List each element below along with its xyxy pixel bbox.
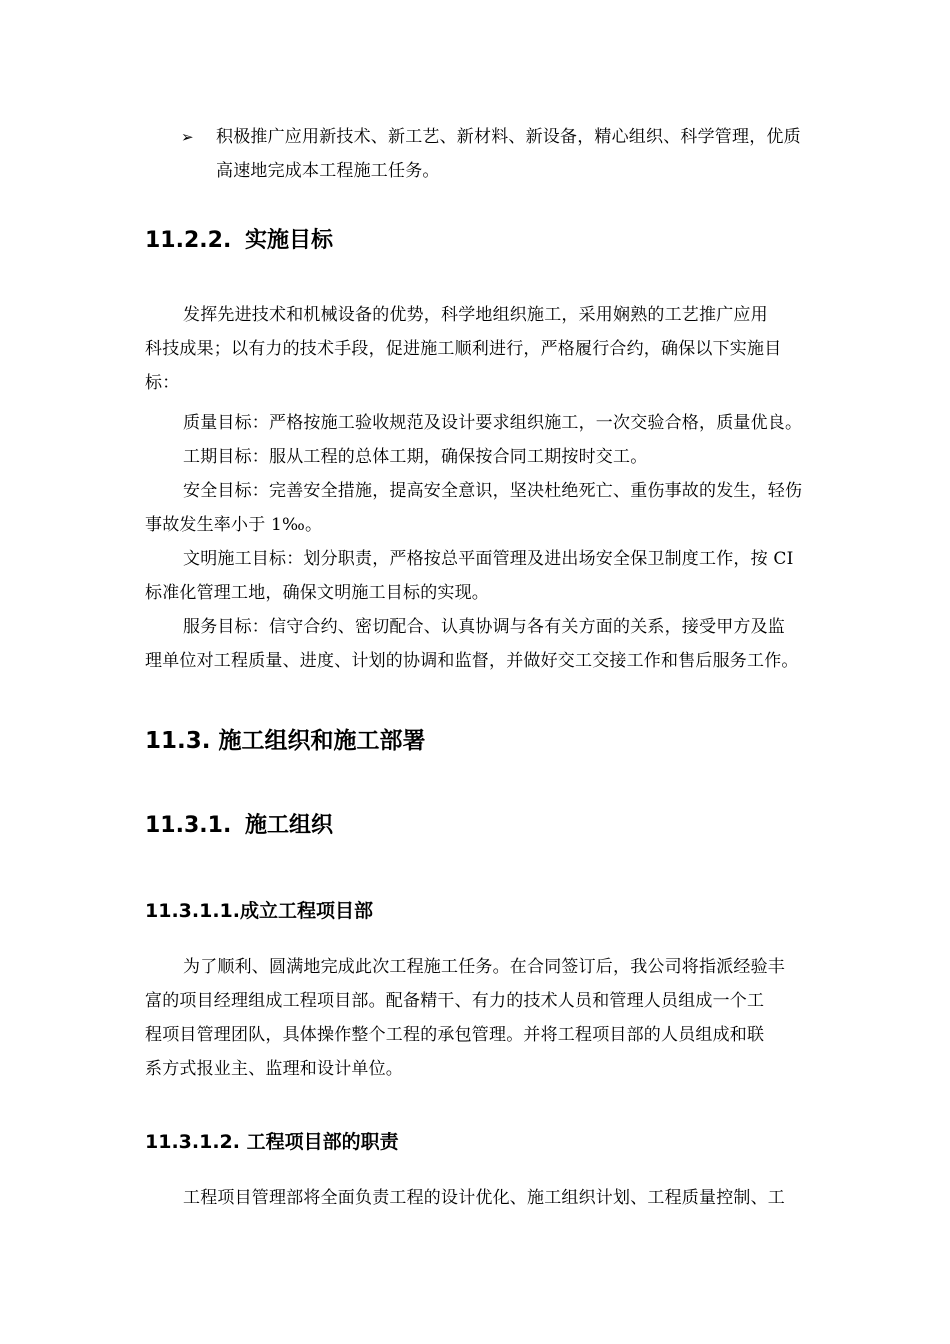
intro-paragraph: [145, 298, 845, 400]
intro-line-1: 发挥先进技术和机械设备的优势，科学地组织施工，采用娴熟的工艺推广应用: [183, 305, 768, 325]
duties-paragraph: [145, 1181, 845, 1215]
intro-line-3: 标：: [145, 373, 180, 393]
safety-goal-line-2: 事故发生率小于 1‰。: [145, 515, 323, 535]
civil-goal-line-2: 标准化管理工地，确保文明施工目标的实现。: [145, 583, 489, 603]
intro-line-2: 科技成果；以有力的技术手段，促进施工顺利进行，严格履行合约，确保以下实施目: [145, 339, 782, 359]
duties-line-1: 工程项目管理部将全面负责工程的设计优化、施工组织计划、工程质量控制、工: [183, 1188, 785, 1208]
arrow-bullet-icon: ➢: [181, 128, 194, 146]
project-dept-paragraph: [145, 950, 845, 1086]
schedule-goal: 工期目标：服从工程的总体工期，确保按合同工期按时交工。: [183, 447, 648, 467]
heading-11-3-1: [145, 811, 333, 841]
heading-title: 施工组织: [245, 813, 334, 838]
bullet-line-2: 高速地完成本工程施工任务。: [216, 161, 440, 181]
civil-goal-line-1: 文明施工目标：划分职责，严格按总平面管理及进出场安全保卫制度工作，按 CI: [183, 549, 794, 569]
bullet-line-1: 积极推广应用新技术、新工艺、新材料、新设备，精心组织、科学管理，优质: [216, 127, 801, 147]
heading-number: 11.3.1.: [145, 813, 232, 838]
project-dept-line-1: 为了顺利、圆满地完成此次工程施工任务。在合同签订后，我公司将指派经验丰: [183, 957, 785, 977]
heading-11-2-2: [145, 226, 333, 256]
safety-goal-line-1: 安全目标：完善安全措施，提高安全意识，坚决杜绝死亡、重伤事故的发生，轻伤: [183, 481, 803, 501]
heading-title: 实施目标: [245, 228, 334, 253]
quality-goal: 质量目标：严格按施工验收规范及设计要求组织施工，一次交验合格，质量优良。: [183, 413, 803, 433]
heading-11-3: 11.3. 施工组织和施工部署: [145, 728, 426, 754]
project-dept-line-4: 系方式报业主、监理和设计单位。: [145, 1059, 403, 1079]
service-goal-line-1: 服务目标：信守合约、密切配合、认真协调与各有关方面的关系，接受甲方及监: [183, 617, 785, 637]
service-goal-line-2: 理单位对工程质量、进度、计划的协调和监督，并做好交工交接工作和售后服务工作。: [145, 651, 799, 671]
heading-number: 11.2.2.: [145, 228, 232, 253]
project-dept-line-3: 程项目管理团队，具体操作整个工程的承包管理。并将工程项目部的人员组成和联: [145, 1025, 765, 1045]
bullet-text: [216, 120, 836, 188]
project-dept-line-2: 富的项目经理组成工程项目部。配备精干、有力的技术人员和管理人员组成一个工: [145, 991, 765, 1011]
goals-list: [145, 406, 845, 678]
heading-11-3-1-1: 11.3.1.1.成立工程项目部: [145, 900, 373, 922]
heading-11-3-1-2: 11.3.1.2. 工程项目部的职责: [145, 1131, 399, 1153]
